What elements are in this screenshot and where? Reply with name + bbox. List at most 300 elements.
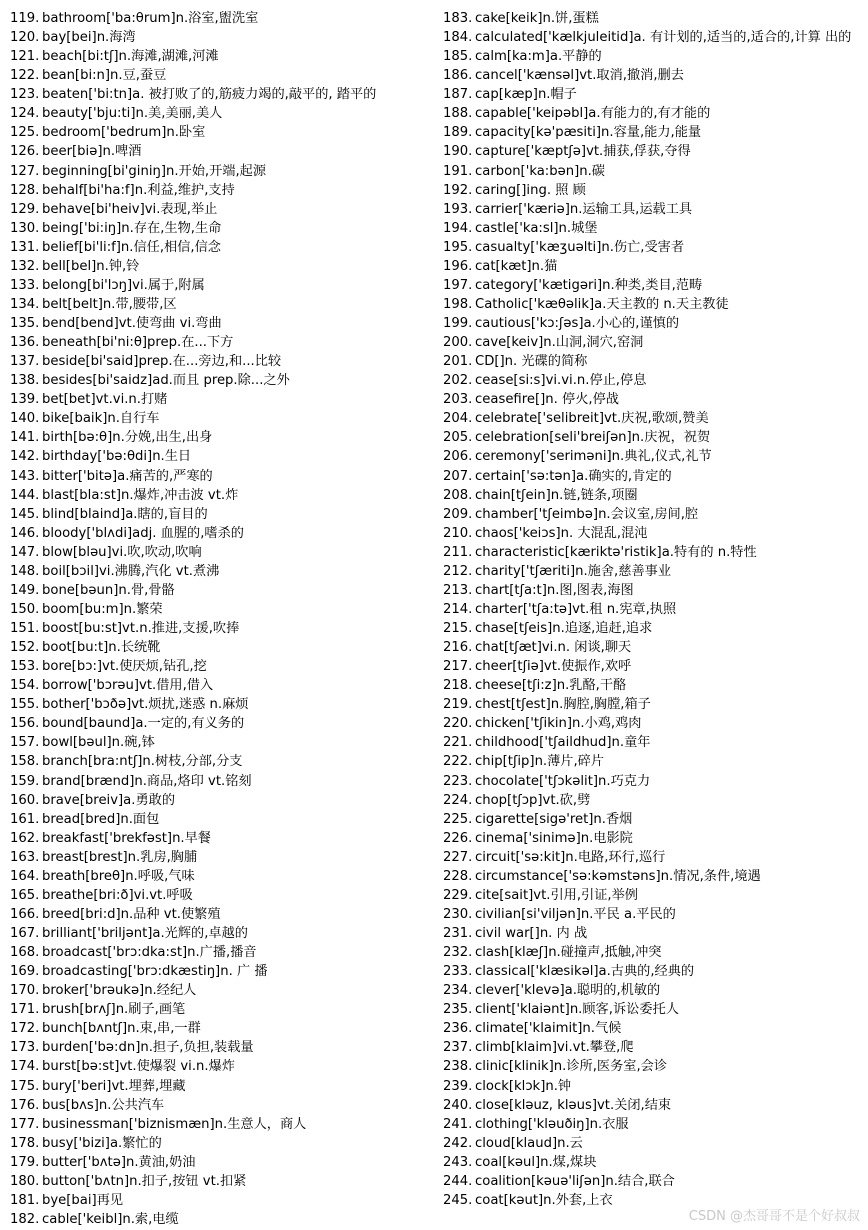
vocab-entry bbox=[443, 1057, 863, 1076]
entry-text: brush[brʌʃ]n.刷子,画笔 bbox=[42, 1002, 186, 1018]
entry-number: 206. bbox=[443, 449, 473, 465]
vocab-entry bbox=[10, 733, 430, 752]
vocab-entry bbox=[443, 85, 863, 104]
entry-number: 167. bbox=[10, 926, 40, 941]
entry-number: 219. bbox=[443, 697, 473, 713]
entry-text: charter['tʃa:tə]vt.租 n.宪章,执照 bbox=[475, 601, 677, 617]
entry-number: 159. bbox=[10, 773, 40, 789]
vocab-entry bbox=[10, 9, 430, 28]
vocab-entry bbox=[10, 181, 430, 200]
entry-text: beach[bi:tʃ]n.海滩,湖滩,河滩 bbox=[42, 49, 219, 65]
entry-text: coalition[kəuə'liʃən]n.结合,联合 bbox=[475, 1173, 675, 1189]
entry-number: 224. bbox=[443, 792, 473, 808]
vocab-entry bbox=[10, 943, 430, 962]
vocab-entry bbox=[10, 676, 430, 695]
vocab-entry bbox=[10, 714, 430, 733]
entry-text: breed[bri:d]n.品种 vt.使繁殖 bbox=[42, 906, 221, 922]
entry-number: 232. bbox=[443, 945, 473, 961]
vocab-entry bbox=[443, 657, 863, 676]
vocab-entry bbox=[10, 581, 430, 600]
vocab-entry bbox=[10, 1191, 430, 1210]
entry-text: breakfast['brekfəst]n.早餐 bbox=[42, 830, 211, 846]
vocab-entry bbox=[10, 810, 430, 829]
entry-text: client['klaiənt]n.顾客,诉讼委托人 bbox=[475, 1002, 679, 1018]
entry-number: 225. bbox=[443, 811, 473, 827]
entry-text: burst[bə:st]vt.使爆裂 vi.n.爆炸 bbox=[42, 1059, 235, 1075]
entry-text: cinema['sinimə]n.电影院 bbox=[475, 830, 633, 846]
vocab-entry bbox=[443, 409, 863, 428]
vocab-entry bbox=[10, 1077, 430, 1096]
entry-number: 133. bbox=[10, 277, 40, 293]
vocab-entry bbox=[10, 162, 430, 181]
entry-text: breast[brest]n.乳房,胸脯 bbox=[42, 849, 198, 865]
entry-number: 140. bbox=[10, 411, 40, 427]
entry-number: 162. bbox=[10, 830, 40, 846]
entry-number: 182. bbox=[10, 1211, 40, 1227]
entry-text: clinic[klinik]n.诊所,医务室,会诊 bbox=[475, 1059, 668, 1075]
entry-text: charity['tʃæriti]n.施舍,慈善事业 bbox=[475, 563, 672, 579]
vocab-entry bbox=[10, 638, 430, 657]
entry-text: cancel['kænsəl]vt.取消,撤消,删去 bbox=[475, 68, 684, 84]
entry-number: 169. bbox=[10, 964, 40, 980]
entry-text: belt[belt]n.带,腰带,区 bbox=[42, 296, 177, 312]
vocab-entry bbox=[443, 714, 863, 733]
vocab-entry bbox=[443, 257, 863, 276]
entry-number: 180. bbox=[10, 1173, 40, 1189]
entry-number: 143. bbox=[10, 468, 40, 484]
vocab-entry bbox=[443, 1115, 863, 1134]
entry-number: 129. bbox=[10, 201, 40, 217]
entry-text: cease[si:s]vi.vi.n.停止,停息 bbox=[475, 373, 647, 389]
vocab-entry bbox=[10, 1153, 430, 1172]
entry-number: 195. bbox=[443, 239, 473, 255]
entry-number: 241. bbox=[443, 1116, 473, 1132]
vocab-entry bbox=[10, 257, 430, 276]
entry-number: 147. bbox=[10, 544, 40, 560]
entry-number: 230. bbox=[443, 906, 473, 922]
vocab-entry bbox=[443, 47, 863, 66]
entry-number: 198. bbox=[443, 296, 473, 312]
entry-text: blind[blaind]a.瞎的,盲目的 bbox=[42, 506, 208, 522]
vocab-entry bbox=[443, 772, 863, 791]
vocab-entry bbox=[443, 962, 863, 981]
vocab-entry bbox=[10, 352, 430, 371]
entry-text: climate['klaimit]n.气候 bbox=[475, 1021, 622, 1037]
vocab-entry bbox=[443, 752, 863, 771]
entry-number: 209. bbox=[443, 506, 473, 522]
entry-number: 145. bbox=[10, 506, 40, 522]
entry-text: belong[bi'lɔŋ]vi.属于,附属 bbox=[42, 277, 205, 293]
entry-number: 152. bbox=[10, 640, 40, 656]
entry-text: beginning[bi'giniŋ]n.开始,开端,起源 bbox=[42, 163, 267, 179]
vocab-entry bbox=[443, 581, 863, 600]
entry-text: bean[bi:n]n.豆,蚕豆 bbox=[42, 68, 167, 84]
vocab-entry bbox=[443, 295, 863, 314]
entry-number: 217. bbox=[443, 659, 473, 675]
entry-number: 123. bbox=[10, 87, 40, 103]
vocab-entry bbox=[443, 314, 863, 333]
entry-text: beauty['bju:ti]n.美,美丽,美人 bbox=[42, 106, 223, 122]
entry-number: 216. bbox=[443, 640, 473, 656]
entry-number: 226. bbox=[443, 830, 473, 846]
entry-number: 191. bbox=[443, 163, 473, 179]
entry-number: 176. bbox=[10, 1097, 40, 1113]
entry-number: 150. bbox=[10, 601, 40, 617]
entry-number: 190. bbox=[443, 144, 473, 160]
entry-number: 153. bbox=[10, 659, 40, 675]
entry-text: capture['kæptʃə]vt.捕获,俘获,夺得 bbox=[475, 144, 691, 160]
vocab-entry bbox=[10, 409, 430, 428]
entry-number: 165. bbox=[10, 887, 40, 903]
entry-text: carrier['kæriə]n.运输工具,运载工具 bbox=[475, 201, 693, 217]
entry-text: birthday['bə:θdi]n.生日 bbox=[42, 449, 192, 465]
entry-text: chest[tʃest]n.胸腔,胸膛,箱子 bbox=[475, 697, 651, 713]
entry-number: 128. bbox=[10, 182, 40, 198]
entry-text: businessman['biznismæn]n.生意人，商人 bbox=[42, 1116, 307, 1132]
entry-number: 220. bbox=[443, 716, 473, 732]
entry-text: beer[biə]n.啤酒 bbox=[42, 144, 142, 160]
vocab-entry bbox=[10, 486, 430, 505]
vocab-entry bbox=[10, 1172, 430, 1191]
vocab-entry bbox=[443, 333, 863, 352]
entry-text: cake[keik]n.饼,蛋糕 bbox=[475, 11, 599, 26]
entry-text: brilliant['briljənt]a.光辉的,卓越的 bbox=[42, 926, 248, 941]
entry-number: 227. bbox=[443, 849, 473, 865]
vocab-entry bbox=[443, 867, 863, 886]
vocab-entry bbox=[443, 1000, 863, 1019]
entry-text: birth[bə:θ]n.分娩,出生,出身 bbox=[42, 430, 213, 446]
vocab-entry bbox=[10, 619, 430, 638]
entry-number: 204. bbox=[443, 411, 473, 427]
entry-number: 211. bbox=[443, 544, 473, 560]
entry-number: 185. bbox=[443, 49, 473, 65]
vocab-entry bbox=[10, 390, 430, 409]
entry-text: bitter['bitə]a.痛苦的,严寒的 bbox=[42, 468, 213, 484]
entry-number: 171. bbox=[10, 1002, 40, 1018]
entry-text: carbon['ka:bən]n.碳 bbox=[475, 163, 605, 179]
vocab-entry bbox=[10, 886, 430, 905]
vocab-entry bbox=[10, 200, 430, 219]
entry-number: 223. bbox=[443, 773, 473, 789]
entry-number: 238. bbox=[443, 1059, 473, 1075]
vocab-entry bbox=[443, 810, 863, 829]
entry-number: 213. bbox=[443, 582, 473, 598]
vocab-entry bbox=[10, 848, 430, 867]
vocab-entry bbox=[443, 1019, 863, 1038]
entry-text: caring[]ing. 照 顾 bbox=[475, 182, 586, 198]
entry-text: cloud[klaud]n.云 bbox=[475, 1135, 583, 1151]
entry-text: cite[sait]vt.引用,引证,举例 bbox=[475, 887, 638, 903]
vocab-entry bbox=[10, 428, 430, 447]
vocab-entry bbox=[10, 962, 430, 981]
entry-text: coal[kəul]n.煤,煤块 bbox=[475, 1154, 597, 1170]
entry-text: circumstance['sə:kəmstəns]n.情况,条件,境遇 bbox=[475, 868, 761, 884]
vocab-entry bbox=[443, 28, 863, 47]
entry-text: bedroom['bedrum]n.卧室 bbox=[42, 125, 206, 141]
vocab-entry bbox=[10, 905, 430, 924]
entry-text: bore[bɔ:]vt.使厌烦,钻孔,挖 bbox=[42, 659, 207, 675]
vocab-entry bbox=[10, 238, 430, 257]
entry-number: 139. bbox=[10, 392, 40, 408]
entry-number: 151. bbox=[10, 621, 40, 636]
entry-text: cable['keibl]n.索,电缆 bbox=[42, 1211, 179, 1227]
vocab-entry bbox=[443, 619, 863, 638]
entry-number: 177. bbox=[10, 1116, 40, 1132]
watermark: CSDN @杰哥哥不是个好叔叔 bbox=[688, 1209, 860, 1224]
entry-text: cap[kæp]n.帽子 bbox=[475, 87, 577, 103]
entry-text: civil war[]n. 内 战 bbox=[475, 926, 588, 941]
vocab-entry bbox=[443, 142, 863, 161]
entry-text: chocolate['tʃɔkəlit]n.巧克力 bbox=[475, 773, 651, 789]
vocab-entry bbox=[10, 104, 430, 123]
vocab-entry bbox=[10, 1000, 430, 1019]
vocab-entry bbox=[10, 505, 430, 524]
vocab-entry bbox=[443, 352, 863, 371]
entry-text: chaos['keiɔs]n. 大混乱,混沌 bbox=[475, 525, 648, 541]
entry-number: 201. bbox=[443, 354, 473, 370]
vocab-entry bbox=[10, 276, 430, 295]
entry-text: button['bʌtn]n.扣子,按钮 vt.扣紧 bbox=[42, 1173, 247, 1189]
vocab-entry bbox=[10, 47, 430, 66]
entry-text: chart[tʃa:t]n.图,图表,海图 bbox=[475, 582, 634, 598]
entry-text: broker['brəukə]n.经纪人 bbox=[42, 983, 197, 999]
entry-number: 148. bbox=[10, 563, 40, 579]
vocab-entry bbox=[443, 390, 863, 409]
vocab-entry bbox=[10, 657, 430, 676]
entry-text: borrow['bɔrəu]vt.借用,借入 bbox=[42, 678, 214, 694]
vocab-entry bbox=[443, 1077, 863, 1096]
entry-number: 237. bbox=[443, 1040, 473, 1056]
vocab-entry bbox=[443, 848, 863, 867]
entry-text: chop[tʃɔp]vt.砍,劈 bbox=[475, 792, 591, 808]
entry-text: burden['bə:dn]n.担子,负担,装载量 bbox=[42, 1040, 254, 1056]
entry-text: calculated['kælkjuleitid]a. 有计划的,适当的,适合的,计算 出的 bbox=[475, 30, 852, 46]
entry-number: 239. bbox=[443, 1078, 473, 1094]
entry-number: 156. bbox=[10, 716, 40, 732]
entry-number: 178. bbox=[10, 1135, 40, 1151]
vocab-entry bbox=[10, 791, 430, 810]
vocab-entry bbox=[10, 447, 430, 466]
entry-text: chip[tʃip]n.薄片,碎片 bbox=[475, 754, 605, 770]
entry-number: 161. bbox=[10, 811, 40, 827]
entry-text: bend[bend]vt.使弯曲 vi.弯曲 bbox=[42, 316, 222, 331]
entry-text: chicken['tʃikin]n.小鸡,鸡肉 bbox=[475, 716, 642, 732]
vocab-entry bbox=[443, 886, 863, 905]
entry-number: 193. bbox=[443, 201, 473, 217]
vocab-entry bbox=[10, 1038, 430, 1057]
entry-number: 126. bbox=[10, 144, 40, 160]
entry-text: breath[breθ]n.呼吸,气味 bbox=[42, 868, 195, 884]
entry-number: 231. bbox=[443, 926, 473, 941]
entry-text: bury['beri]vt.埋葬,埋藏 bbox=[42, 1078, 186, 1094]
entry-text: chamber['tʃeimbə]n.会议室,房间,腔 bbox=[475, 506, 699, 522]
entry-text: bunch[bʌntʃ]n.束,串,一群 bbox=[42, 1021, 201, 1037]
vocab-entry bbox=[443, 695, 863, 714]
entry-text: beneath[bi'ni:θ]prep.在...下方 bbox=[42, 335, 234, 351]
entry-text: bloody['blʌdi]adj. 血腥的,嗜杀的 bbox=[42, 525, 244, 541]
entry-text: broadcast['brɔ:dka:st]n.广播,播音 bbox=[42, 945, 257, 961]
entry-text: bike[baik]n.自行车 bbox=[42, 411, 160, 427]
entry-number: 221. bbox=[443, 735, 473, 751]
entry-number: 130. bbox=[10, 220, 40, 236]
entry-text: characteristic[kæriktə'ristik]a.特有的 n.特性 bbox=[475, 544, 757, 560]
entry-number: 172. bbox=[10, 1021, 40, 1037]
entry-number: 235. bbox=[443, 1002, 473, 1018]
vocab-entry bbox=[10, 600, 430, 619]
entry-number: 194. bbox=[443, 220, 473, 236]
entry-number: 163. bbox=[10, 849, 40, 865]
vocab-entry bbox=[443, 123, 863, 142]
entry-text: boost[bu:st]vt.n.推进,支援,吹捧 bbox=[42, 621, 240, 636]
vocab-entry bbox=[10, 752, 430, 771]
vocab-entry bbox=[10, 314, 430, 333]
entry-text: circuit['sə:kit]n.电路,环行,巡行 bbox=[475, 849, 666, 865]
vocab-entry bbox=[10, 1019, 430, 1038]
entry-number: 244. bbox=[443, 1173, 473, 1189]
entry-text: bound[baund]a.一定的,有义务的 bbox=[42, 716, 245, 732]
entry-text: blast[bla:st]n.爆炸,冲击波 vt.炸 bbox=[42, 487, 239, 503]
vocab-entry bbox=[10, 1210, 430, 1229]
entry-number: 158. bbox=[10, 754, 40, 770]
entry-number: 175. bbox=[10, 1078, 40, 1094]
entry-number: 179. bbox=[10, 1154, 40, 1170]
vocab-entry bbox=[10, 219, 430, 238]
entry-text: celebrate['selibreit]vt.庆祝,歌颂,赞美 bbox=[475, 411, 709, 427]
entry-text: branch[bra:ntʃ]n.树枝,分部,分支 bbox=[42, 754, 243, 770]
vocab-entry bbox=[443, 981, 863, 1000]
vocab-entry bbox=[10, 66, 430, 85]
vocab-entry bbox=[443, 371, 863, 390]
entry-number: 214. bbox=[443, 601, 473, 617]
vocab-entry bbox=[443, 104, 863, 123]
entry-text: boom[bu:m]n.繁荣 bbox=[42, 601, 163, 617]
entry-number: 144. bbox=[10, 487, 40, 503]
vocab-entry bbox=[10, 467, 430, 486]
vocab-entry bbox=[443, 181, 863, 200]
entry-text: cheer[tʃiə]vt.使振作,欢呼 bbox=[475, 659, 632, 675]
entry-number: 120. bbox=[10, 30, 40, 46]
entry-text: clash[klæʃ]n.碰撞声,抵触,冲突 bbox=[475, 945, 662, 961]
entry-number: 228. bbox=[443, 868, 473, 884]
vocab-entry bbox=[443, 829, 863, 848]
entry-number: 149. bbox=[10, 582, 40, 598]
entry-text: casualty['kæʒuəlti]n.伤亡,受害者 bbox=[475, 239, 685, 255]
entry-text: broadcasting['brɔ:dkæstiŋ]n. 广 播 bbox=[42, 964, 268, 980]
vocab-entry bbox=[10, 28, 430, 47]
entry-number: 132. bbox=[10, 258, 40, 274]
entry-number: 138. bbox=[10, 373, 40, 389]
entry-number: 135. bbox=[10, 316, 40, 331]
entry-text: classical['klæsikəl]a.古典的,经典的 bbox=[475, 964, 695, 980]
entry-text: beaten['bi:tn]a. 被打败了的,筋疲力竭的,敲平的, 踏平的 bbox=[42, 87, 377, 103]
entry-text: behalf[bi'ha:f]n.利益,维护,支持 bbox=[42, 182, 235, 198]
vocab-entry bbox=[443, 162, 863, 181]
vocab-entry bbox=[443, 905, 863, 924]
entry-number: 218. bbox=[443, 678, 473, 694]
entry-text: childhood['tʃaildhud]n.童年 bbox=[475, 735, 651, 751]
vocab-entry bbox=[443, 428, 863, 447]
entry-number: 208. bbox=[443, 487, 473, 503]
vocab-entry bbox=[443, 600, 863, 619]
entry-text: brave[breiv]a.勇敢的 bbox=[42, 792, 176, 808]
vocab-entry bbox=[443, 943, 863, 962]
vocab-entry bbox=[443, 467, 863, 486]
entry-number: 189. bbox=[443, 125, 473, 141]
entry-number: 155. bbox=[10, 697, 40, 713]
entry-text: celebration[seli'breiʃən]n.庆祝，祝贺 bbox=[475, 430, 711, 446]
vocab-entry bbox=[10, 1115, 430, 1134]
vocab-entry bbox=[443, 238, 863, 257]
entry-number: 207. bbox=[443, 468, 473, 484]
entry-number: 186. bbox=[443, 68, 473, 84]
entry-number: 183. bbox=[443, 11, 473, 26]
vocab-column-right bbox=[443, 9, 863, 1210]
entry-number: 164. bbox=[10, 868, 40, 884]
entry-text: capable['keipəbl]a.有能力的,有才能的 bbox=[475, 106, 711, 122]
vocab-entry bbox=[443, 791, 863, 810]
vocab-entry bbox=[10, 295, 430, 314]
entry-text: chat[tʃæt]vi.n. 闲谈,聊天 bbox=[475, 640, 632, 656]
entry-text: belief[bi'li:f]n.信任,相信,信念 bbox=[42, 239, 221, 255]
vocab-entry bbox=[443, 524, 863, 543]
entry-text: bone[bəun]n.骨,骨骼 bbox=[42, 582, 175, 598]
vocab-entry bbox=[10, 543, 430, 562]
entry-text: behave[bi'heiv]vi.表现,举止 bbox=[42, 201, 218, 217]
entry-number: 146. bbox=[10, 525, 40, 541]
entry-text: blow[bləu]vi.吹,吹动,吹响 bbox=[42, 544, 202, 560]
entry-text: cautious['kɔ:ʃəs]a.小心的,谨慎的 bbox=[475, 316, 680, 331]
entry-text: bay[bei]n.海湾 bbox=[42, 30, 136, 46]
vocab-entry bbox=[10, 981, 430, 1000]
entry-number: 168. bbox=[10, 945, 40, 961]
vocab-entry bbox=[443, 733, 863, 752]
vocab-entry bbox=[443, 1096, 863, 1115]
entry-text: butter['bʌtə]n.黄油,奶油 bbox=[42, 1154, 196, 1170]
entry-text: close[kləuz, kləus]vt.关闭,结束 bbox=[475, 1097, 672, 1113]
entry-number: 222. bbox=[443, 754, 473, 770]
entry-number: 196. bbox=[443, 258, 473, 274]
vocab-entry bbox=[10, 924, 430, 943]
vocab-entry bbox=[443, 1134, 863, 1153]
entry-number: 199. bbox=[443, 316, 473, 331]
entry-text: cave[keiv]n.山洞,洞穴,窑洞 bbox=[475, 335, 644, 351]
entry-number: 181. bbox=[10, 1192, 40, 1208]
entry-number: 187. bbox=[443, 87, 473, 103]
entry-text: brand[brænd]n.商品,烙印 vt.铭刻 bbox=[42, 773, 252, 789]
entry-text: certain['sə:tən]a.确实的,肯定的 bbox=[475, 468, 672, 484]
entry-number: 205. bbox=[443, 430, 473, 446]
vocab-entry bbox=[443, 562, 863, 581]
entry-number: 200. bbox=[443, 335, 473, 351]
vocab-entry bbox=[10, 562, 430, 581]
vocab-entry bbox=[443, 219, 863, 238]
entry-number: 142. bbox=[10, 449, 40, 465]
vocab-entry bbox=[443, 676, 863, 695]
entry-text: being['bi:iŋ]n.存在,生物,生命 bbox=[42, 220, 222, 236]
entry-number: 245. bbox=[443, 1192, 473, 1208]
entry-number: 215. bbox=[443, 621, 473, 636]
entry-number: 184. bbox=[443, 30, 473, 46]
vocab-entry bbox=[443, 505, 863, 524]
entry-number: 136. bbox=[10, 335, 40, 351]
entry-number: 188. bbox=[443, 106, 473, 122]
entry-text: CD[]n. 光碟的简称 bbox=[475, 354, 588, 370]
vocab-entry bbox=[10, 333, 430, 352]
entry-text: cat[kæt]n.猫 bbox=[475, 258, 558, 274]
vocab-entry bbox=[443, 276, 863, 295]
entry-text: capacity[kə'pæsiti]n.容量,能力,能量 bbox=[475, 125, 702, 141]
vocab-entry bbox=[10, 772, 430, 791]
